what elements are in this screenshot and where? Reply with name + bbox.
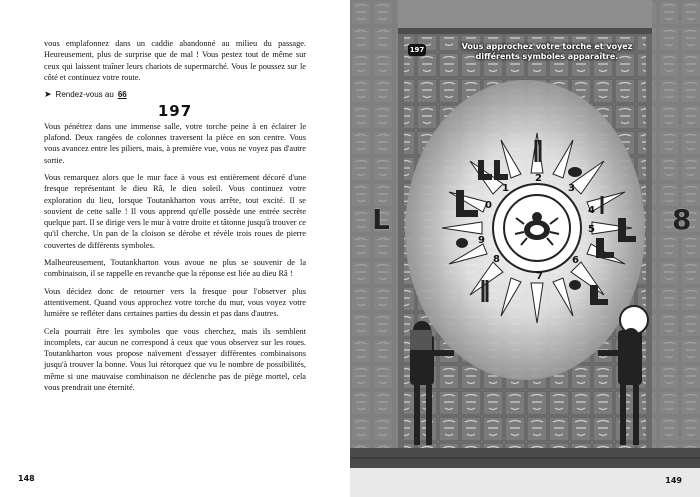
dial-number-8: 8 (493, 254, 500, 265)
dial-number-5: 5 (588, 224, 595, 235)
arrow-icon: ➤ (44, 89, 52, 100)
paragraph: Vous remarquez alors que le mur face à vous est entièrement décoré d'une fresque représentant le dieu Râ, le dieu soleil. Vous continuez votre exploration du lieu, lorsque Toutankharton vous arrête, tout excité. Il se souvient de cette salle ! Il vous apprend qu'elle possède une entrée secrète quelque part. Il se dirige vers le mur à votre droite et tâtonne jusqu'à trouver ce qu'il cherche. Un pan de la cloison se dérobe et révèle trois roues de pierre couvertes de différents symboles. (44, 172, 306, 250)
left-page-text (44, 38, 306, 399)
illustration-page (350, 0, 700, 497)
section-badge: 197 (409, 46, 425, 54)
paragraph: Malheureusement, Toutankharton vous avoue ne plus se souvenir de la combinaison, il se rappelle en revanche que la réponse est liée au dieu Râ ! (44, 258, 306, 279)
dial-number-1: 1 (502, 183, 509, 194)
dial-number-3: 3 (568, 183, 575, 194)
paragraph: Cela pourrait être les symboles que vous cherchez, mais ils semblent incomplets, car aucun ne correspond à ceux que vous observez sur les roues. Toutankharton vous propose naïvement d'essayer différentes combinaisons jusqu'à trouver la bonne. Vous lui rétorquez que vu le nombre de possibilités, même si une mauvaise combinaison ne déclenche pas de piège mortel, cela vous prendrait une éternité. (44, 326, 306, 393)
goto-instruction (44, 89, 306, 100)
dial-number-9: 9 (478, 235, 485, 246)
side-glyph-right: 8 (672, 203, 692, 236)
dial-number-0: 0 (485, 200, 492, 211)
fresco-illustration (350, 0, 700, 497)
bottom-margin (350, 468, 700, 497)
page-number: 149 (665, 476, 682, 485)
dial-number-6: 6 (572, 255, 579, 266)
dial-number-2: 2 (535, 173, 542, 184)
paragraph: Vous décidez donc de retourner vers la fresque pour l'observer plus attentivement. Quand vous approchez votre torche du mur, vous voyez votre lumière se refléter dans certaines parties du dessin et pas dans d'autres. (44, 286, 306, 319)
dial-number-4: 4 (588, 205, 595, 216)
goto-label: Rendez-vous au (55, 90, 114, 100)
section-number: 197 (157, 102, 193, 121)
paragraph: Vous pénétrez dans une immense salle, votre torche peine à en éclairer le plafond. Deux rangées de colonnes traversent la pièce en son centre. Vous vous avancez entre les piliers, mais, à première vue, vous ne voyez pas d'autre sortie. (44, 121, 306, 165)
goto-link[interactable]: 66 (117, 90, 127, 100)
side-glyph-left: L (372, 203, 390, 236)
dial-number-7: 7 (536, 271, 543, 282)
page-number: 148 (18, 474, 35, 483)
paragraph: vous emplafonnez dans un caddie abandonné au milieu du passage. Heureusement, plus de surprise que de mal ! Vous pestez tout de même sur ceux qui laissent traîner leurs chariots de supermarché. Vous le poussez sur le côté et continuez votre route. (44, 39, 306, 82)
illustration-caption: Vous approchez votre torche et voyez différents symboles apparaître. (461, 42, 633, 61)
